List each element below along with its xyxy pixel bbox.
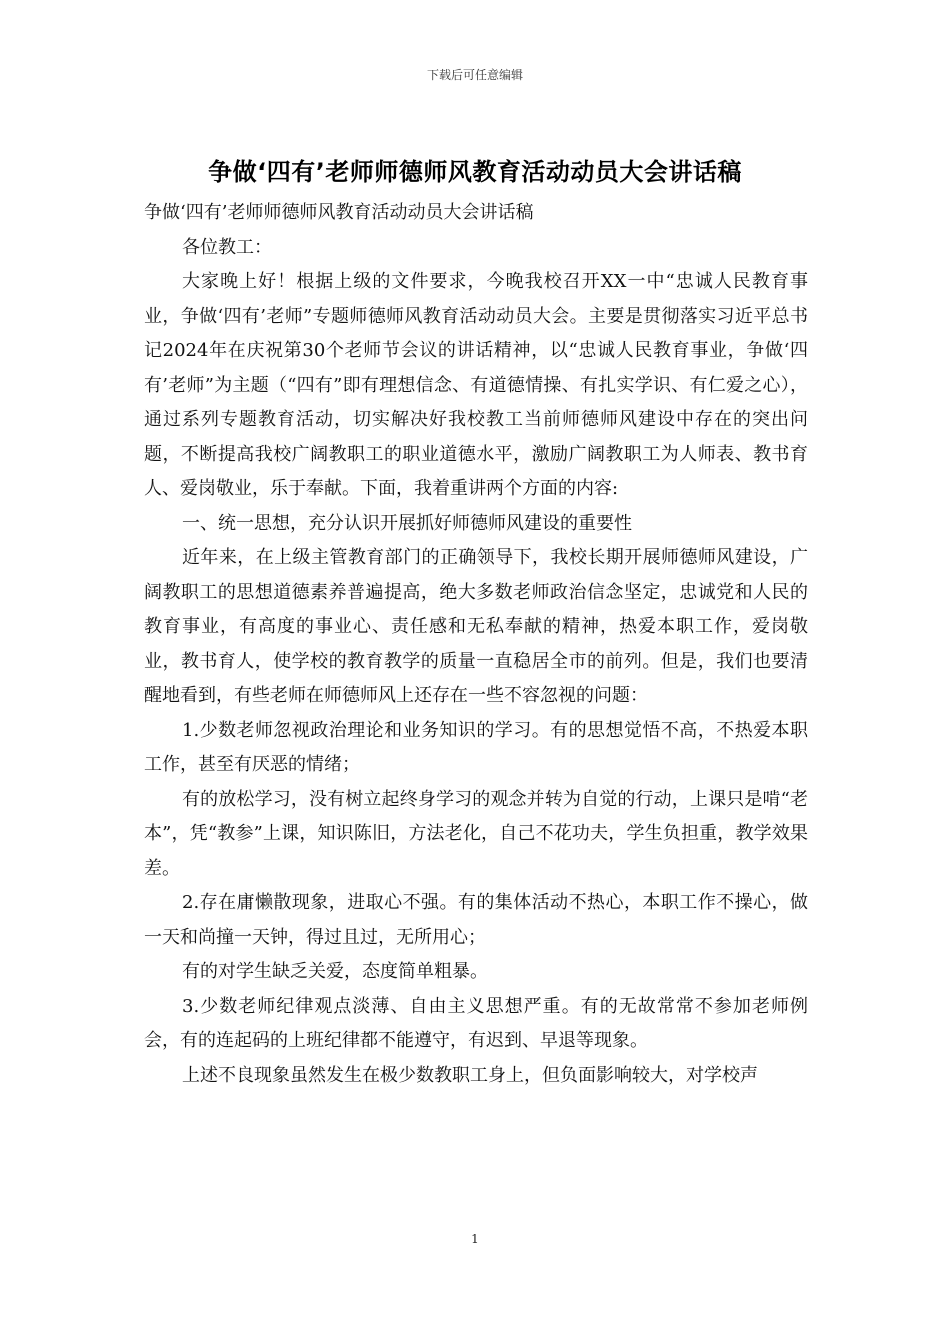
paragraph-subtitle: 争做‘四有’老师师德师风教育活动动员大会讲话稿 (144, 202, 534, 223)
paragraph-issue-3: 3.少数老师纪律观点淡薄、自由主义思想严重。有的无故常常不参加老师例会，有的连起码的上班纪律都不能遵守，有迟到、早退等现象。 (144, 995, 808, 1051)
document-body (144, 196, 808, 1093)
paragraph-salutation: 各位教工： (182, 236, 272, 258)
paragraph-issue-1-detail: 有的放松学习，没有树立起终身学习的观念并转为自觉的行动，上课只是啃“老本”，凭“教参”上课，知识陈旧，方法老化，自己不花功夫，学生负担重，教学效果差。 (144, 788, 808, 879)
document-title: 争做‘四有’老师师德师风教育活动动员大会讲话稿 (208, 158, 742, 186)
paragraph-intro: 大家晚上好！根据上级的文件要求，今晚我校召开XX一中“忠诚人民教育事业，争做‘四有’老师”专题师德师风教育活动动员大会。主要是贯彻落实习近平总书记2024年在庆祝第30个老师节会议的讲话精神，以“忠诚人民教育事业，争做‘四有’老师”为主题（“四有”即有理想信念、有道德情操、有扎实学识、有仁爱之心），通过系列专题教育活动，切实解决好我校教工当前师德师风建设中存在的突出问题，不断提高我校广阔教职工的职业道德水平，激励广阔教职工为人师表、教书育人、爱岗敬业，乐于奉献。下面，我着重讲两个方面的内容: (144, 271, 808, 499)
page-number: 1 (471, 1232, 479, 1246)
paragraph-conclusion-start: 上述不良现象虽然发生在极少数教职工身上，但负面影响较大，对学校声 (182, 1064, 758, 1086)
header-note: 下载后可任意编辑 (426, 68, 523, 82)
paragraph-issue-2: 2.存在庸懒散现象，进取心不强。有的集体活动不热心，本职工作不操心，做一天和尚撞一天钟，得过且过，无所用心； (144, 892, 808, 948)
paragraph-issue-2-detail: 有的对学生缺乏关爱，态度简单粗暴。 (182, 961, 488, 982)
paragraph-background: 近年来，在上级主管教育部门的正确领导下，我校长期开展师德师风建设，广阔教职工的思想道德素养普遍提高，绝大多数老师政治信念坚定，忠诚党和人民的教育事业，有高度的事业心、责任感和无私奉献的精神，热爱本职工作，爱岗敬业，教书育人，使学校的教育教学的质量一直稳居全市的前列。但是，我们也要清醒地看到，有些老师在师德师风上还存在一些不容忽视的问题： (144, 547, 808, 706)
paragraph-issue-1: 1.少数老师忽视政治理论和业务知识的学习。有的思想觉悟不高，不热爱本职工作，甚至有厌恶的情绪； (144, 719, 808, 775)
section-heading-1: 一、统一思想，充分认识开展抓好师德师风建设的重要性 (182, 512, 632, 534)
